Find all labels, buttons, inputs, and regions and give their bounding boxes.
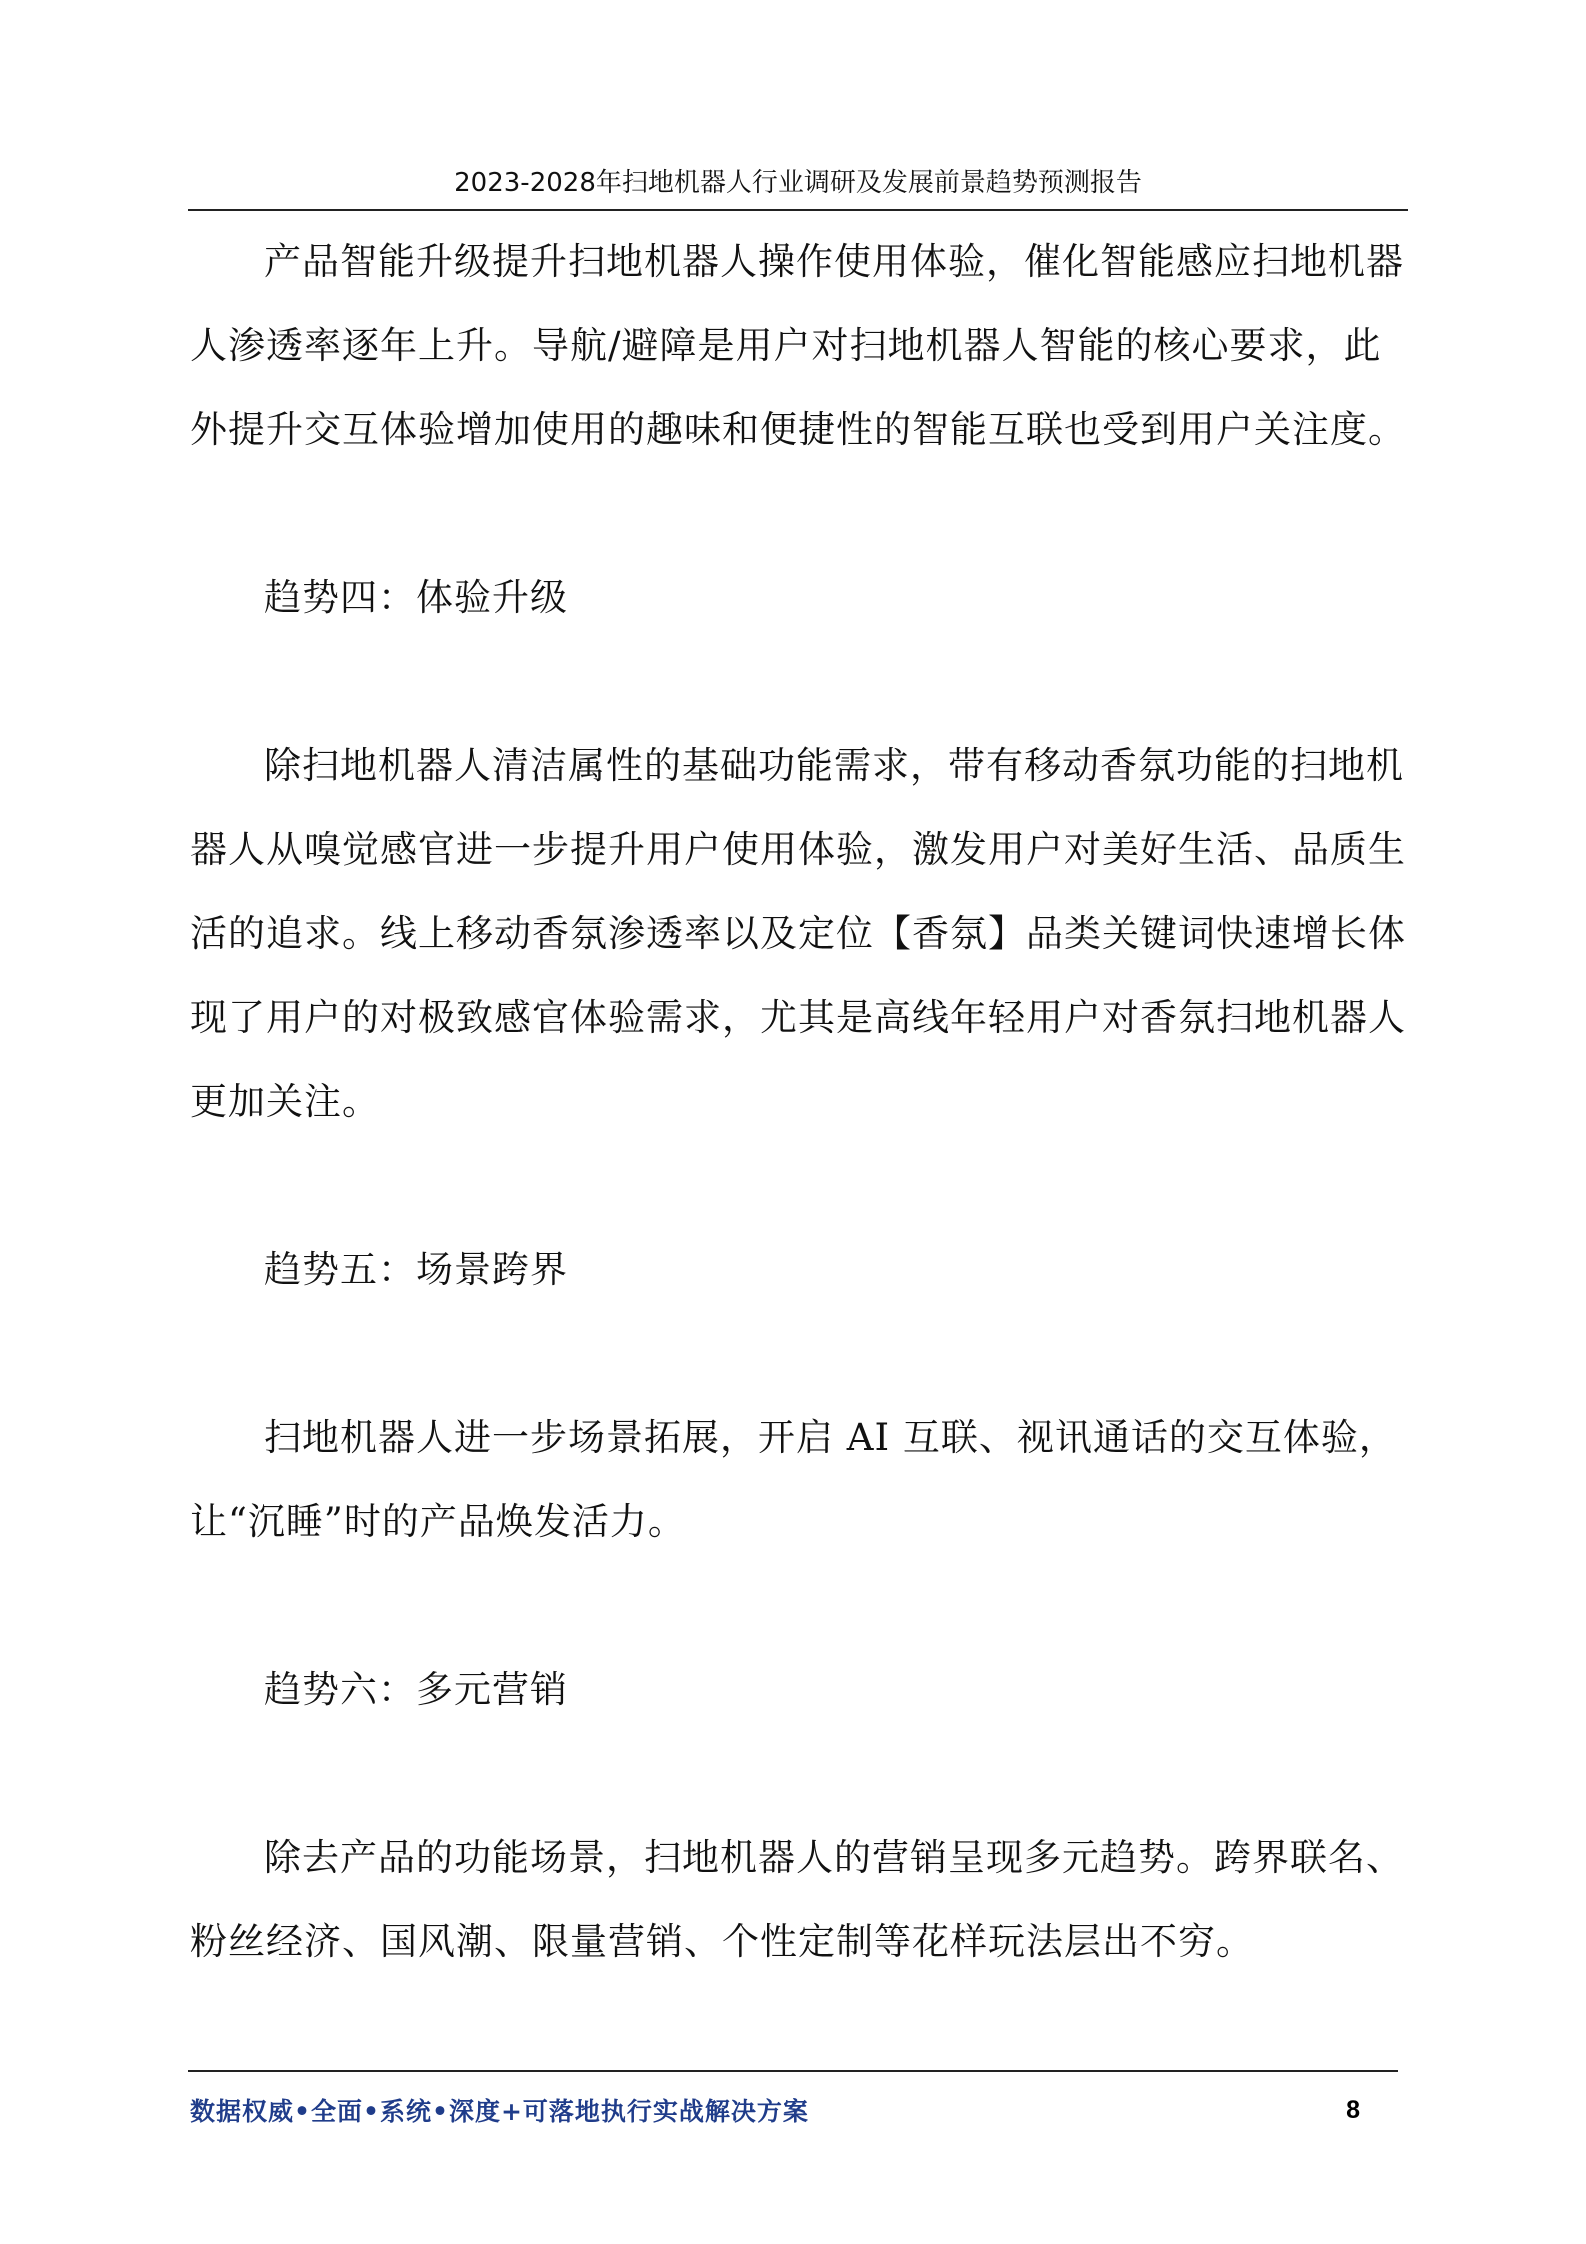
heading-trend-six: 趋势六：多元营销 (264, 1668, 568, 1711)
spacer (190, 1312, 1410, 1396)
paragraph-experience-upgrade: 除扫地机器人清洁属性的基础功能需求，带有移动香氛功能的扫地机器人从嗅觉感官进一步提升用户使用体验，激发用户对美好生活、品质生活的追求。线上移动香氛渗透率以及定位【香氛】品类关键词快速增长体现了用户的对极致感官体验需求，尤其是高线年轻用户对香氛扫地机器人更加关注。 (190, 744, 1406, 1123)
spacer (190, 1732, 1410, 1816)
heading-trend-four: 趋势四：体验升级 (264, 576, 568, 619)
paragraph-diverse-marketing: 除去产品的功能场景，扫地机器人的营销呈现多元趋势。跨界联名、粉丝经济、国风潮、限量营销、个性定制等花样玩法层出不穷。 (190, 1836, 1404, 1963)
heading-trend-five: 趋势五：场景跨界 (264, 1248, 568, 1291)
spacer (190, 1564, 1410, 1648)
paragraph-scene-crossover: 扫地机器人进一步场景拓展，开启 AI 互联、视讯通话的交互体验，让“沉睡”时的产品焕发活力。 (190, 1416, 1397, 1543)
spacer (190, 640, 1410, 724)
document-body (190, 220, 1410, 1984)
footer-divider (188, 2070, 1398, 2072)
paragraph-smart-upgrade: 产品智能升级提升扫地机器人操作使用体验，催化智能感应扫地机器人渗透率逐年上升。导航/避障是用户对扫地机器人智能的核心要求，此外提升交互体验增加使用的趣味和便捷性的智能互联也受到用户关注度。 (190, 240, 1406, 451)
footer-slogan: 数据权威•全面•系统•深度+可落地执行实战解决方案 (190, 2097, 809, 2126)
spacer (190, 1144, 1410, 1228)
spacer (190, 472, 1410, 556)
page-header-title: 2023-2028年扫地机器人行业调研及发展前景趋势预测报告 (454, 168, 1142, 198)
page-footer (190, 2092, 1360, 2128)
header-divider (188, 209, 1408, 211)
page-number: 8 (1346, 2095, 1360, 2124)
